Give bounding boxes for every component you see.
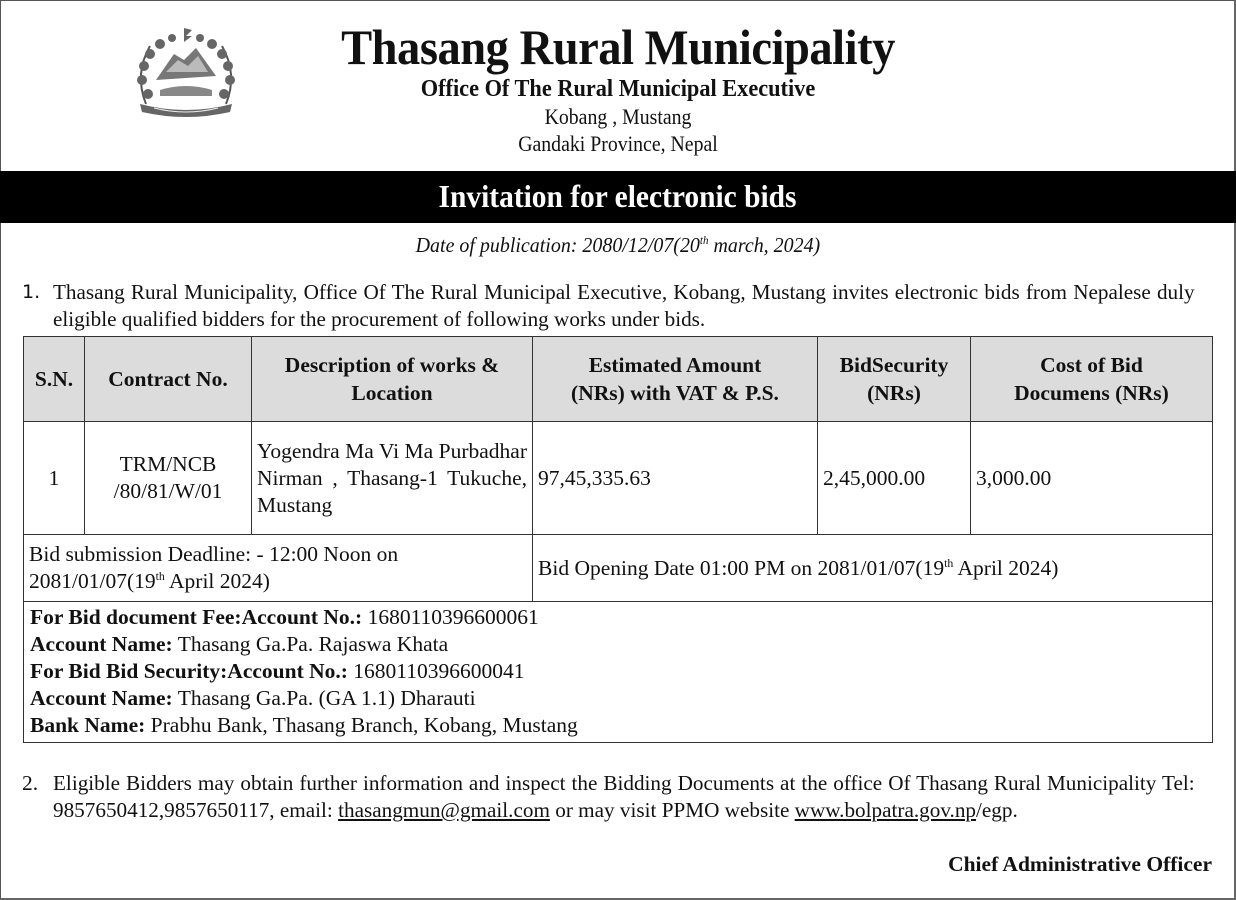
table-row bbox=[24, 422, 1213, 535]
cell-cost-of-docs: 3,000.00 bbox=[971, 422, 1213, 535]
address-line-1: Kobang , Mustang bbox=[544, 104, 692, 129]
paragraph-2-number: 2. bbox=[22, 771, 39, 795]
cell-sn: 1 bbox=[24, 422, 85, 535]
paragraph-2 bbox=[22, 770, 1212, 824]
header-cost-of-docs: Cost of Bid Documens (NRs) bbox=[971, 337, 1213, 422]
header-description: Description of works & Location bbox=[252, 337, 533, 422]
account-details-row bbox=[24, 602, 1213, 743]
submission-deadline: Bid submission Deadline: - 12:00 Noon on 2081/01/07(19th April 2024) bbox=[24, 535, 533, 602]
header-contract-no: Contract No. bbox=[85, 337, 252, 422]
paragraph-1 bbox=[22, 279, 1212, 333]
account-line: For Bid Bid Security:Account No.: 1680110396600041 bbox=[30, 659, 525, 683]
header-sn: S.N. bbox=[24, 337, 85, 422]
header-estimated-amount: Estimated Amount (NRs) with VAT & P.S. bbox=[533, 337, 818, 422]
publication-date-prefix: Date of publication: 2080/12/07(20 bbox=[415, 233, 700, 257]
account-line: Bank Name: Prabhu Bank, Thasang Branch, Kobang, Mustang bbox=[30, 713, 578, 737]
account-line: Account Name: Thasang Ga.Pa. Rajaswa Khata bbox=[30, 632, 449, 656]
publication-date-sup: th bbox=[699, 235, 709, 247]
paragraph-2-text: Eligible Bidders may obtain further information and inspect the Bidding Documents at the office Of Thasang Rural Municipality Tel: 9857650412,9857650117, email: thasangmun@gmail.com or may visit PPMO website www.bolpatra.gov.np/egp. bbox=[53, 771, 1195, 822]
cell-bid-security: 2,45,000.00 bbox=[818, 422, 971, 535]
banner-text: Invitation for electronic bids bbox=[439, 178, 797, 214]
publication-date-suffix: march, 2024) bbox=[708, 233, 821, 257]
account-line: For Bid document Fee:Account No.: 1680110396600061 bbox=[30, 605, 539, 629]
header-bid-security: BidSecurity (NRs) bbox=[818, 337, 971, 422]
paragraph-1-text: Thasang Rural Municipality, Office Of The Rural Municipal Executive, Kobang, Mustang invites electronic bids from Nepalese duly eligible qualified bidders for the procurement of following works under bids. bbox=[53, 280, 1195, 331]
paragraph-1-number: 1. bbox=[22, 281, 41, 303]
address-line-2: Gandaki Province, Nepal bbox=[518, 131, 718, 156]
bid-opening-date: Bid Opening Date 01:00 PM on 2081/01/07(19th April 2024) bbox=[533, 535, 1213, 602]
bids-table bbox=[23, 336, 1213, 743]
cell-description: Yogendra Ma Vi Ma Purbadhar Nirman , Thasang-1 Tukuche, Mustang bbox=[252, 422, 533, 535]
signoff-title: Chief Administrative Officer bbox=[948, 852, 1212, 876]
cell-estimated-amount: 97,45,335.63 bbox=[533, 422, 818, 535]
cell-contract-no: TRM/NCB /80/81/W/01 bbox=[85, 422, 252, 535]
account-details bbox=[24, 602, 1213, 743]
publication-date bbox=[0, 233, 1236, 258]
account-line: Account Name: Thasang Ga.Pa. (GA 1.1) Dharauti bbox=[30, 686, 476, 710]
dates-row bbox=[24, 535, 1213, 602]
email-link[interactable]: thasangmun@gmail.com bbox=[338, 798, 550, 822]
website-link[interactable]: www.bolpatra.gov.np bbox=[794, 798, 977, 822]
notice-banner bbox=[0, 171, 1236, 223]
page-title: Thasang Rural Municipality bbox=[341, 19, 895, 75]
table-header-row bbox=[24, 337, 1213, 422]
office-subtitle: Office Of The Rural Municipal Executive bbox=[420, 76, 816, 102]
